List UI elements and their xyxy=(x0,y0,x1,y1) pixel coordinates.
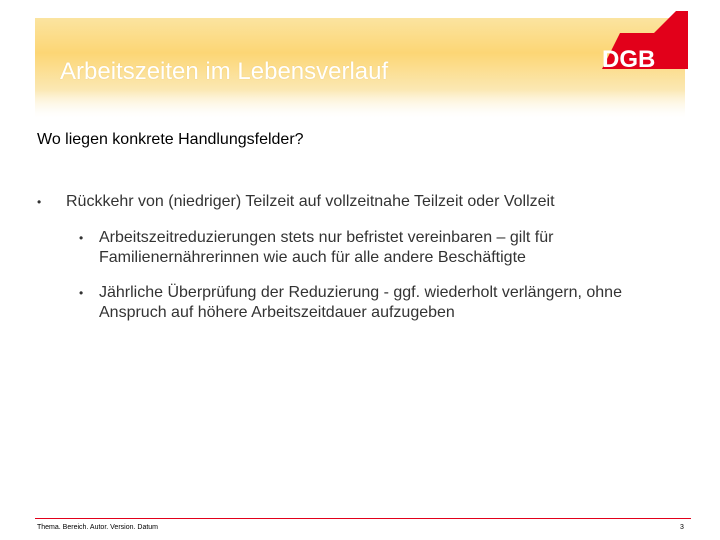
footer-divider xyxy=(35,518,691,519)
bullet-icon: • xyxy=(79,231,84,245)
bullet-icon: • xyxy=(37,195,42,209)
page-number: 3 xyxy=(680,524,684,531)
bullet-icon: • xyxy=(79,286,84,300)
footer-meta: Thema. Bereich. Autor. Version. Datum xyxy=(37,524,159,531)
logo-text: DGB xyxy=(602,46,656,73)
bullet-text: Arbeitszeitreduzierungen stets nur befristet vereinbaren – gilt für Familienernährerinnen wie auch für alle andere Beschäftigte xyxy=(99,229,554,266)
subtitle: Wo liegen konkrete Handlungsfelder? xyxy=(37,131,304,148)
dgb-logo xyxy=(596,11,688,73)
slide-title: Arbeitszeiten im Lebensverlauf xyxy=(60,58,389,85)
bullet-text: Rückkehr von (niedriger) Teilzeit auf vollzeitnahe Teilzeit oder Vollzeit xyxy=(66,193,555,210)
bullet-text: Jährliche Überprüfung der Reduzierung - ggf. wiederholt verlängern, ohne Anspruch auf höhere Arbeitszeitdauer aufzugeben xyxy=(99,284,622,321)
